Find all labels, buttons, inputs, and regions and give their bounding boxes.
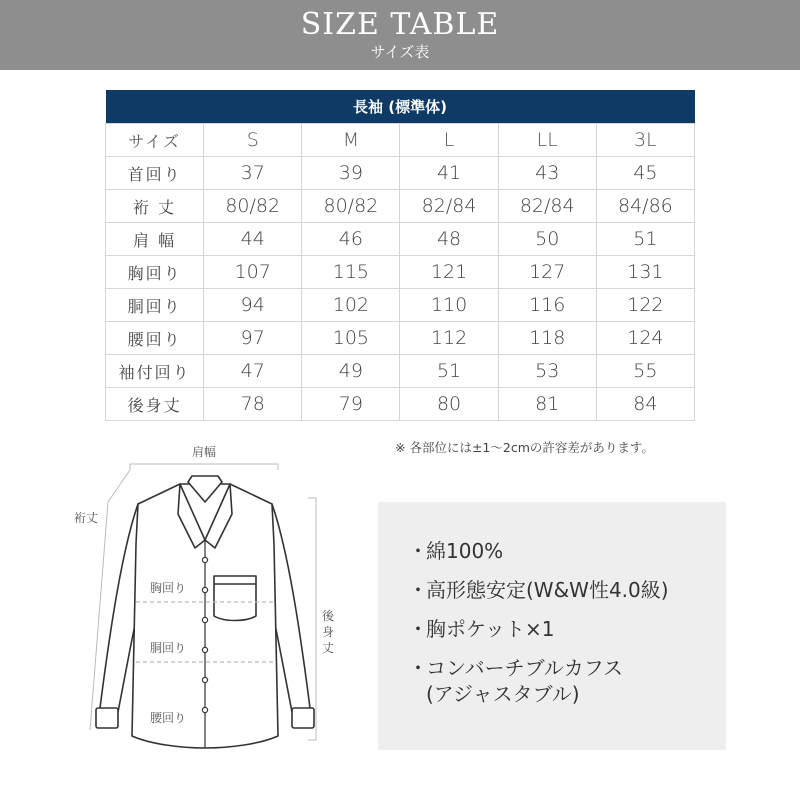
table-row bbox=[106, 388, 695, 421]
table-cell: 97 bbox=[204, 322, 302, 355]
table-cell: 112 bbox=[400, 322, 498, 355]
size-table-body bbox=[106, 124, 695, 421]
table-cell: 50 bbox=[498, 223, 596, 256]
table-cell: 127 bbox=[498, 256, 596, 289]
table-cell: 43 bbox=[498, 157, 596, 190]
table-header-row bbox=[106, 90, 695, 124]
feature-bullet: ・ bbox=[408, 578, 428, 602]
row-label: 首回り bbox=[106, 157, 204, 190]
shirt-diagram bbox=[60, 440, 360, 760]
table-cell: 124 bbox=[596, 322, 694, 355]
shoulder-dim-line bbox=[130, 464, 278, 470]
table-cell: 49 bbox=[302, 355, 400, 388]
table-cell: 84/86 bbox=[596, 190, 694, 223]
feature-item bbox=[408, 577, 726, 603]
table-row bbox=[106, 190, 695, 223]
table-row bbox=[106, 355, 695, 388]
table-row bbox=[106, 256, 695, 289]
row-label: 腰回り bbox=[106, 322, 204, 355]
table-cell: 55 bbox=[596, 355, 694, 388]
table-cell: 80/82 bbox=[204, 190, 302, 223]
table-cell: 45 bbox=[596, 157, 694, 190]
table-cell: 81 bbox=[498, 388, 596, 421]
row-label: 胴回り bbox=[106, 289, 204, 322]
row-label: 袖付回り bbox=[106, 355, 204, 388]
feature-bullet: ・ bbox=[408, 656, 428, 680]
feature-text: 綿100% bbox=[426, 539, 504, 563]
table-row bbox=[106, 223, 695, 256]
table-cell: 105 bbox=[302, 322, 400, 355]
banner-title: SIZE TABLE bbox=[300, 7, 500, 42]
table-cell: LL bbox=[498, 124, 596, 157]
header-banner bbox=[0, 0, 800, 70]
table-cell: 121 bbox=[400, 256, 498, 289]
feature-item bbox=[408, 655, 726, 707]
table-cell: 79 bbox=[302, 388, 400, 421]
table-cell: 107 bbox=[204, 256, 302, 289]
table-cell: 94 bbox=[204, 289, 302, 322]
table-cell: 78 bbox=[204, 388, 302, 421]
row-label: 裄 丈 bbox=[106, 190, 204, 223]
table-cell: 41 bbox=[400, 157, 498, 190]
table-cell: 46 bbox=[302, 223, 400, 256]
sleeve-length-label: 裄丈 bbox=[74, 511, 99, 525]
table-cell: 131 bbox=[596, 256, 694, 289]
table-cell: 82/84 bbox=[400, 190, 498, 223]
table-cell: 53 bbox=[498, 355, 596, 388]
back-length-label: 後 身 丈 bbox=[322, 609, 335, 655]
table-cell: 80/82 bbox=[302, 190, 400, 223]
table-cell: 115 bbox=[302, 256, 400, 289]
table-cell: 82/84 bbox=[498, 190, 596, 223]
feature-text: 胸ポケット×1 bbox=[426, 617, 555, 641]
table-row bbox=[106, 157, 695, 190]
feature-bullet: ・ bbox=[408, 539, 428, 563]
shoulder-width-label: 肩幅 bbox=[191, 445, 217, 459]
banner-subtitle: サイズ表 bbox=[370, 43, 430, 61]
table-cell: 116 bbox=[498, 289, 596, 322]
table-cell: 37 bbox=[204, 157, 302, 190]
features-panel bbox=[378, 502, 726, 750]
table-cell: 118 bbox=[498, 322, 596, 355]
row-label: サイズ bbox=[106, 124, 204, 157]
table-cell: 39 bbox=[302, 157, 400, 190]
table-row bbox=[106, 289, 695, 322]
tolerance-note: ※ 各部位には±1～2cmの許容差があります。 bbox=[395, 440, 654, 455]
table-cell: 84 bbox=[596, 388, 694, 421]
size-table bbox=[105, 90, 695, 421]
table-cell: M bbox=[302, 124, 400, 157]
chest-label: 胸回り bbox=[149, 581, 187, 595]
table-cell: 47 bbox=[204, 355, 302, 388]
table-cell: 51 bbox=[400, 355, 498, 388]
feature-text: コンバーチブルカフス (アジャスタブル) bbox=[426, 656, 623, 706]
hip-label: 腰回り bbox=[149, 711, 187, 725]
table-cell: L bbox=[400, 124, 498, 157]
feature-text: 高形態安定(W&W性4.0級) bbox=[426, 578, 669, 602]
table-cell: 3L bbox=[596, 124, 694, 157]
row-label: 後身丈 bbox=[106, 388, 204, 421]
table-cell: 51 bbox=[596, 223, 694, 256]
row-label: 胸回り bbox=[106, 256, 204, 289]
table-cell: 110 bbox=[400, 289, 498, 322]
feature-item bbox=[408, 538, 726, 564]
table-cell: 122 bbox=[596, 289, 694, 322]
table-cell: 80 bbox=[400, 388, 498, 421]
table-cell: 48 bbox=[400, 223, 498, 256]
table-cell: 102 bbox=[302, 289, 400, 322]
table-row bbox=[106, 322, 695, 355]
table-row bbox=[106, 124, 695, 157]
feature-bullet: ・ bbox=[408, 617, 428, 641]
table-cell: 44 bbox=[204, 223, 302, 256]
waist-label: 胴回り bbox=[149, 641, 187, 655]
features-list bbox=[378, 502, 726, 707]
table-cell: S bbox=[204, 124, 302, 157]
row-label: 肩 幅 bbox=[106, 223, 204, 256]
feature-item bbox=[408, 616, 726, 642]
table-header: 長袖 (標準体) bbox=[106, 90, 695, 124]
